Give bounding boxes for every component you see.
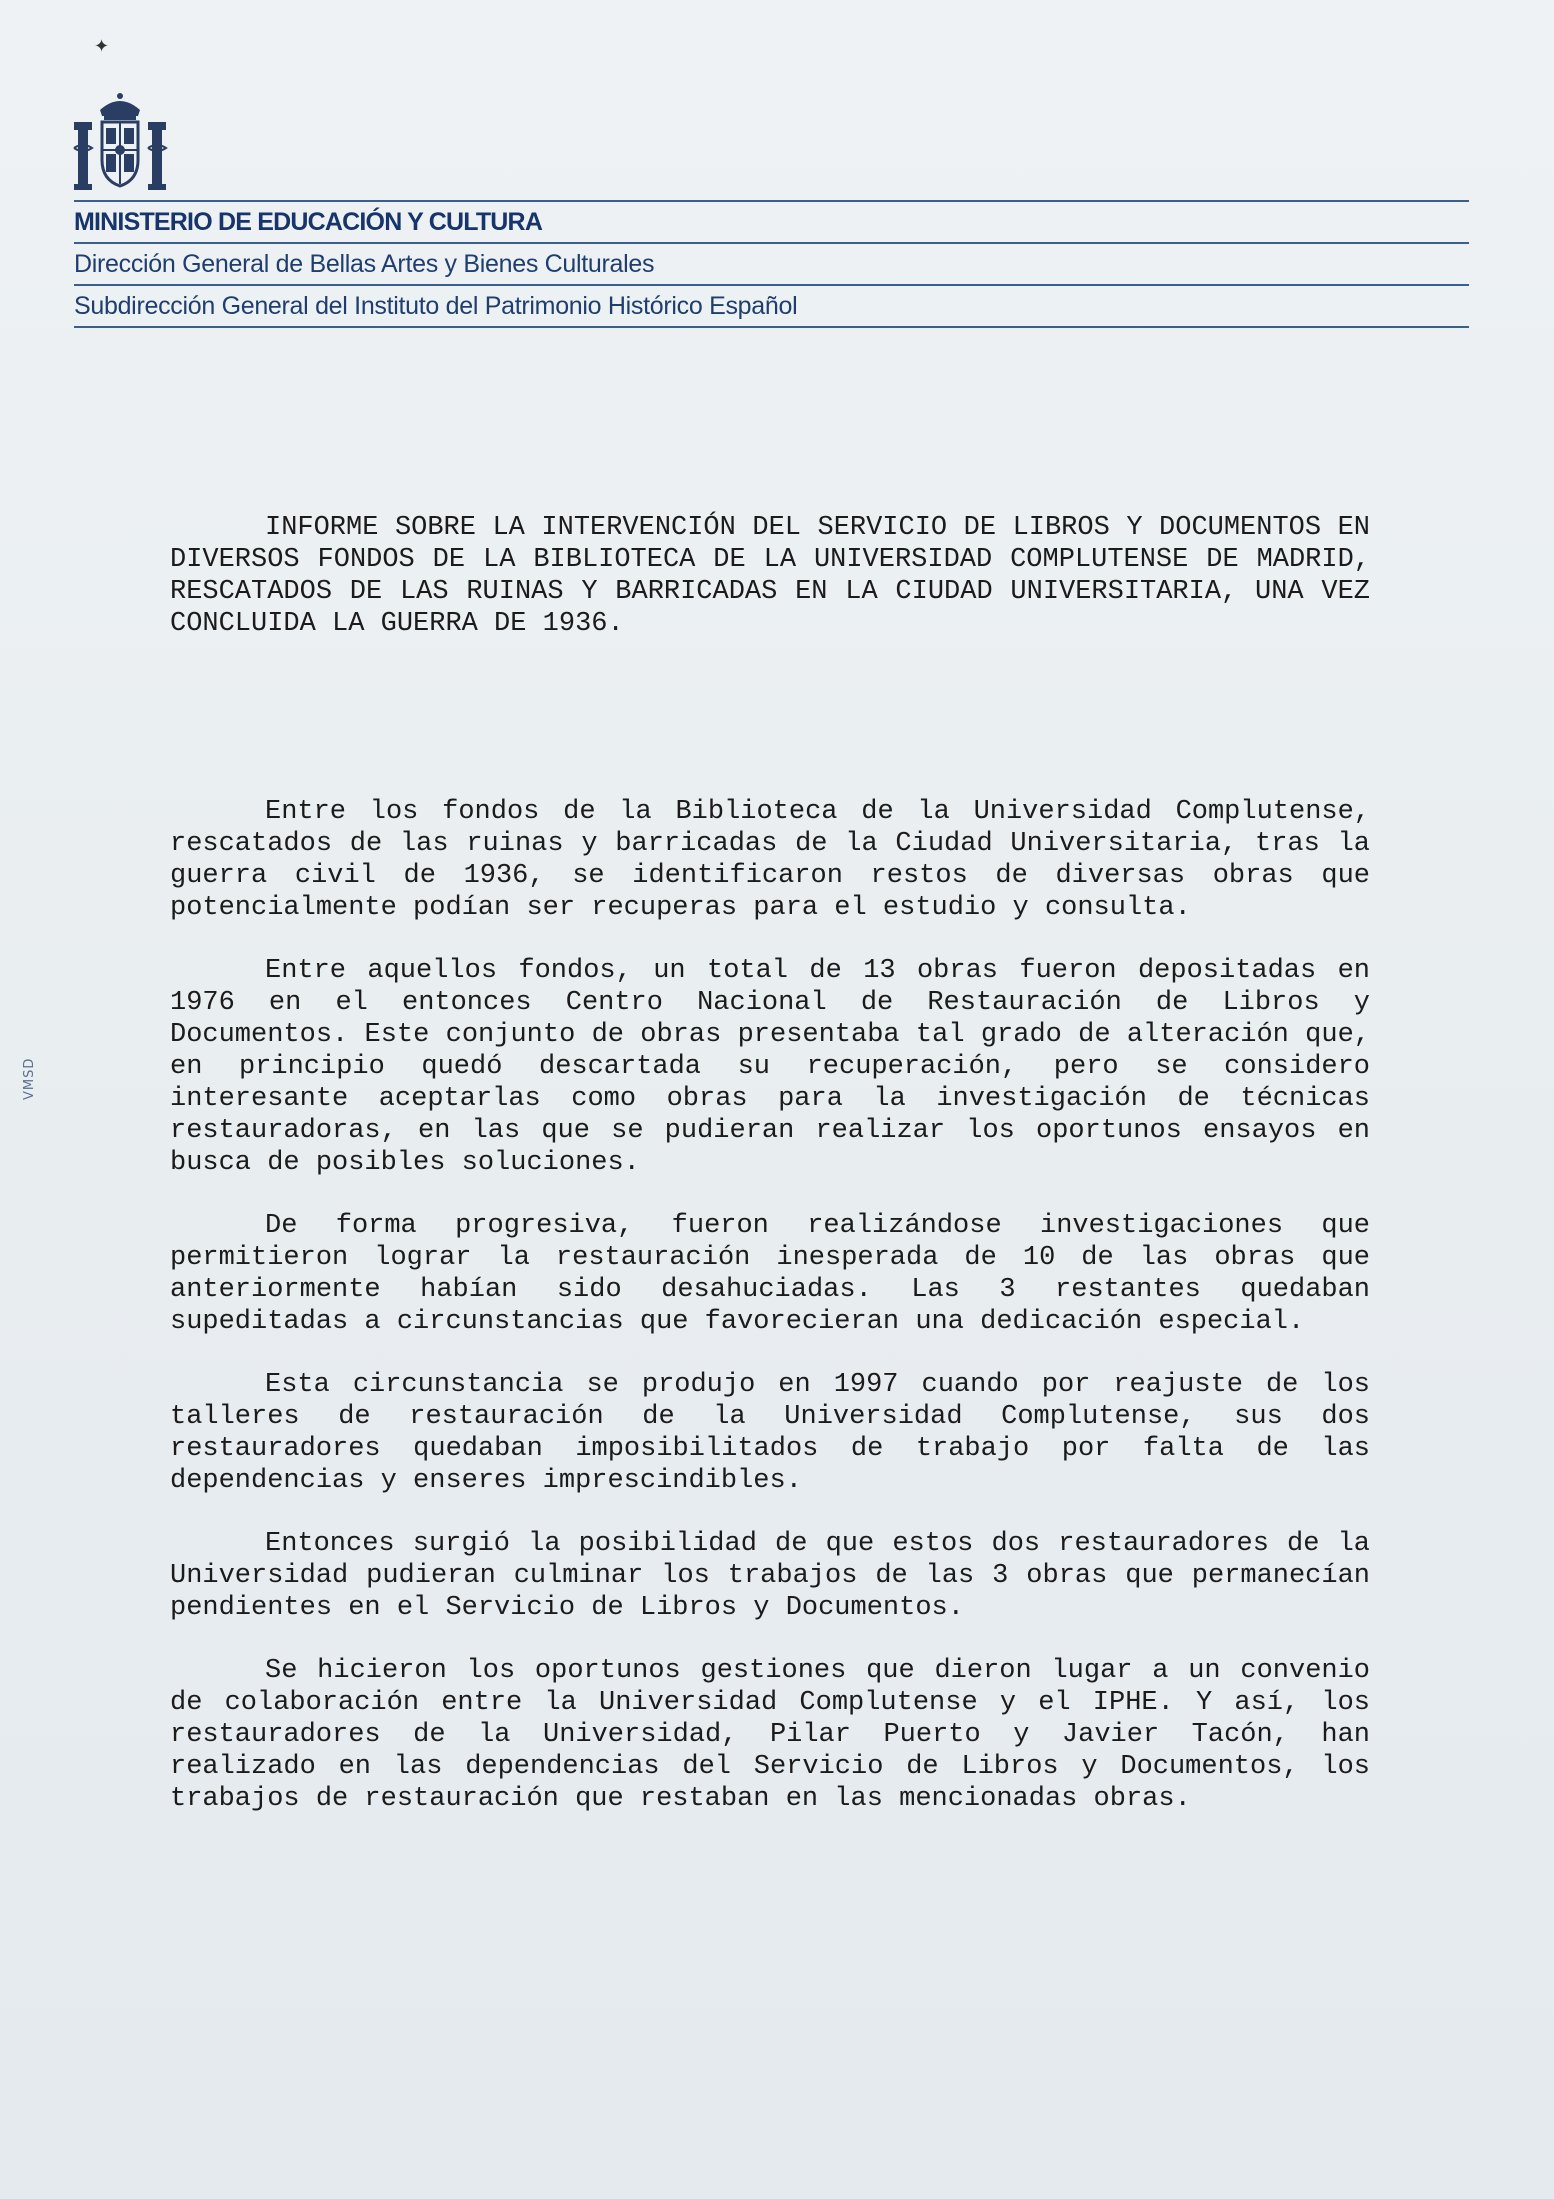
paragraph: Esta circunstancia se produjo en 1997 cuando por reajuste de los talleres de restauración de la Universidad Complutense, sus dos restauradores quedaban imposibilitados de trabajo por falta de las dependencias y enseres imprescindibles. bbox=[170, 1370, 1370, 1496]
paragraph: De forma progresiva, fueron realizándose investigaciones que permitieron lograr la restauración inesperada de 10 de las obras que anteriormente habían sido desahuciadas. Las 3 restantes quedaban supeditadas a circunstancias que favorecieran una dedicación especial. bbox=[170, 1211, 1370, 1337]
spanish-coat-of-arms-icon bbox=[70, 88, 170, 194]
scan-mark: ✦ bbox=[94, 36, 110, 57]
report-body bbox=[170, 796, 1370, 1846]
letterhead-rule bbox=[74, 326, 1469, 328]
directorate-name: Dirección General de Bellas Artes y Bienes Culturales bbox=[74, 250, 655, 278]
ministry-name: MINISTERIO DE EDUCACIÓN Y CULTURA bbox=[74, 208, 543, 236]
subdirectorate-name: Subdirección General del Instituto del Patrimonio Histórico Español bbox=[74, 292, 798, 320]
paragraph: Se hicieron los oportunos gestiones que dieron lugar a un convenio de colaboración entre la Universidad Complutense y el IPHE. Y así, los restauradores de la Universidad, Pilar Puerto y Javier Tacón, han realizado en las dependencias del Servicio de Libros y Documentos, los trabajos de restauración que restaban en las mencionadas obras. bbox=[170, 1656, 1370, 1814]
report-title: INFORME SOBRE LA INTERVENCIÓN DEL SERVICIO DE LIBROS Y DOCUMENTOS EN DIVERSOS FONDOS DE LA BIBLIOTECA DE LA UNIVERSIDAD COMPLUTENSE DE MADRID, RESCATADOS DE LAS RUINAS Y BARRICADAS EN LA CIUDAD UNIVERSITARIA, UNA VEZ CONCLUIDA LA GUERRA DE 1936. bbox=[170, 513, 1370, 639]
letterhead bbox=[74, 200, 1469, 328]
margin-code: VMSD bbox=[22, 1057, 37, 1100]
paragraph: Entre aquellos fondos, un total de 13 obras fueron depositadas en 1976 en el entonces Centro Nacional de Restauración de Libros y Documentos. Este conjunto de obras presentaba tal grado de alteración que, en principio quedó descartada su recuperación, pero se considero interesante aceptarlas como obras para la investigación de técnicas restauradoras, en las que se pudieran realizar los oportunos ensayos en busca de posibles soluciones. bbox=[170, 956, 1370, 1178]
paragraph: Entre los fondos de la Biblioteca de la Universidad Complutense, rescatados de las ruinas y barricadas de la Ciudad Universitaria, tras la guerra civil de 1936, se identificaron restos de diversas obras que potencialmente podían ser recuperas para el estudio y consulta. bbox=[170, 797, 1370, 923]
paragraph: Entonces surgió la posibilidad de que estos dos restauradores de la Universidad pudieran culminar los trabajos de las 3 obras que permanecían pendientes en el Servicio de Libros y Documentos. bbox=[170, 1529, 1370, 1623]
